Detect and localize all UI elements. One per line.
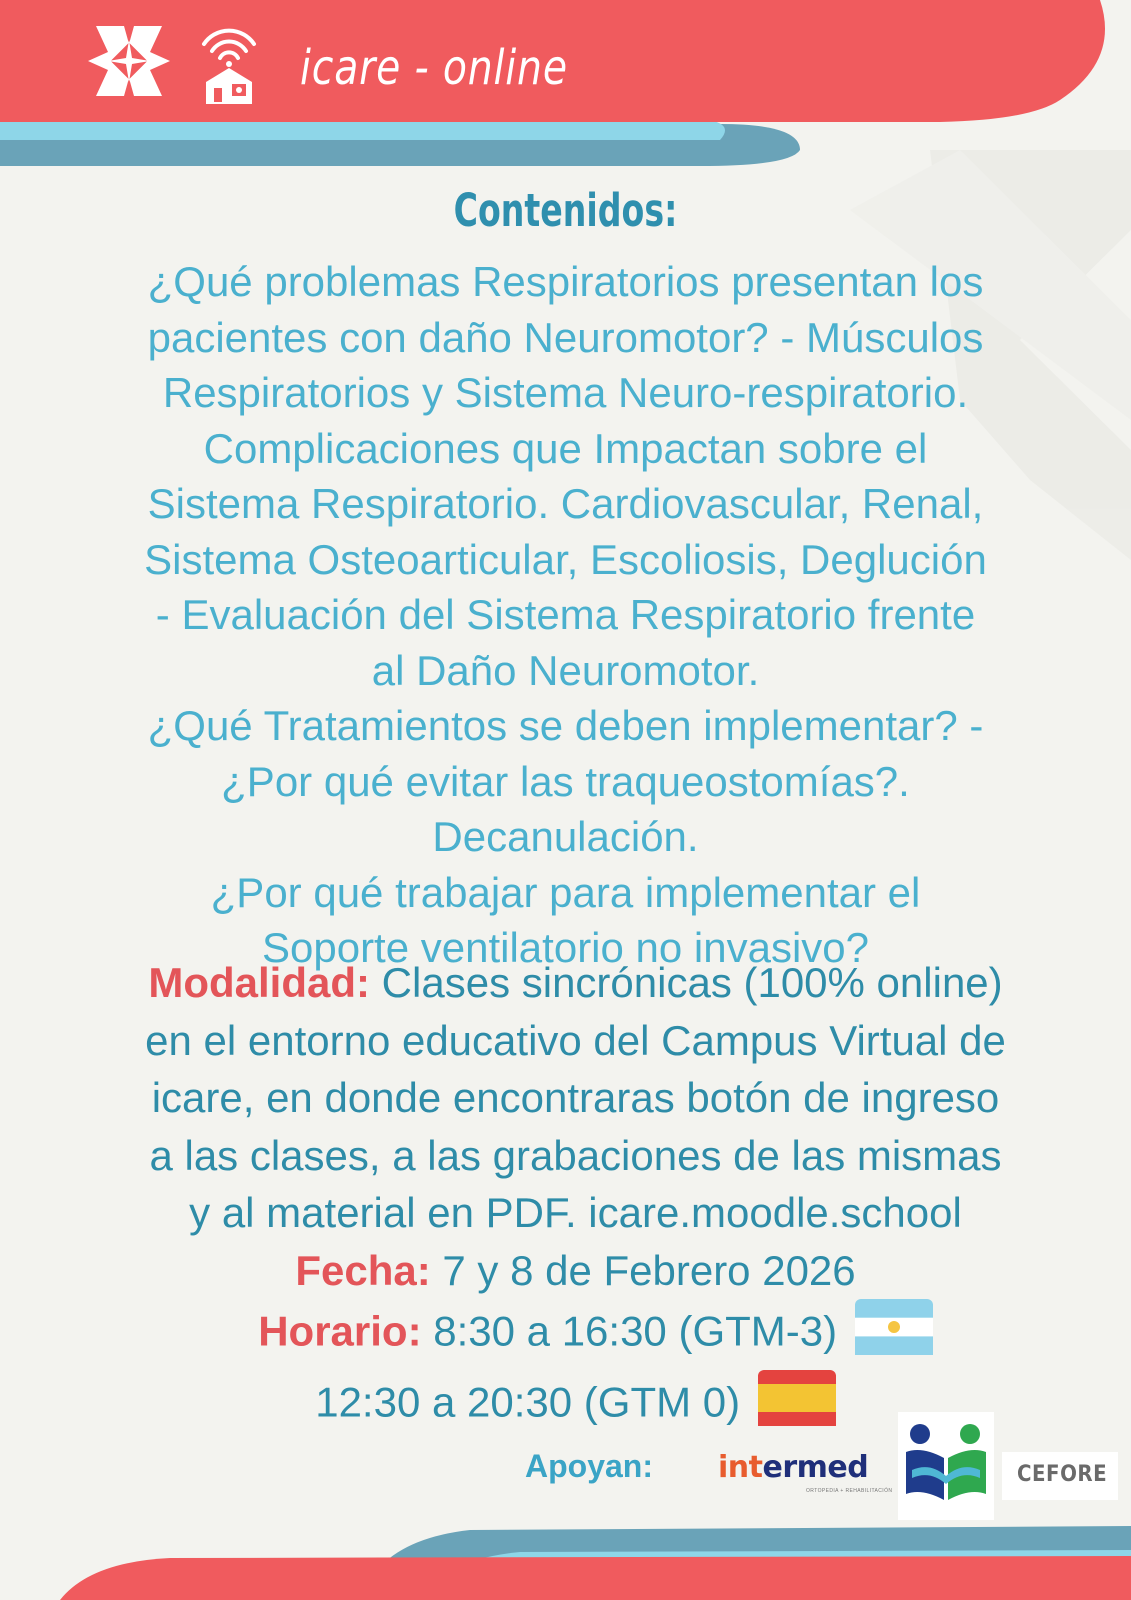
section-title: Contenidos: bbox=[453, 184, 678, 237]
modalidad-text: y al material en PDF. icare.moodle.school bbox=[189, 1189, 962, 1236]
modalidad-label: Modalidad: bbox=[148, 959, 371, 1006]
content-line: Sistema Respiratorio. Cardiovascular, Renal, bbox=[147, 480, 984, 527]
cross-x-logo-icon bbox=[86, 18, 172, 104]
fecha-label: Fecha: bbox=[295, 1246, 431, 1294]
modalidad-text: en el entorno educativo del Campus Virtual de bbox=[145, 1016, 1006, 1064]
content-line: Decanulación. bbox=[432, 813, 699, 860]
content-line: ¿Por qué trabajar para implementar el bbox=[210, 868, 921, 916]
modalidad-text: a las clases, a las grabaciones de las mismas bbox=[149, 1131, 1002, 1179]
content-line: Soporte ventilatorio no invasivo? bbox=[261, 924, 870, 971]
modalidad-line bbox=[40, 954, 1111, 1012]
content-line: ¿Qué problemas Respiratorios presentan los bbox=[147, 258, 984, 305]
content-line: Complicaciones que Impactan sobre el bbox=[203, 424, 928, 472]
horario-line bbox=[40, 1299, 1111, 1370]
horario-value-2: 12:30 a 20:30 (GTM 0) bbox=[315, 1377, 741, 1425]
people-book-logo-icon bbox=[898, 1412, 994, 1520]
modalidad-text: icare, en donde encontraras botón de ingreso bbox=[151, 1074, 1000, 1121]
sponsors-label: Apoyan: bbox=[525, 1448, 653, 1484]
wifi-house-icon bbox=[196, 18, 262, 108]
fecha-value: 7 y 8 de Febrero 2026 bbox=[430, 1246, 856, 1294]
argentina-flag-icon bbox=[855, 1299, 933, 1370]
content-line: al Daño Neuromotor. bbox=[371, 646, 760, 694]
footer-coral-band bbox=[60, 1556, 1131, 1600]
intermed-subtitle: ORTOPEDIA + REHABILITACIÓN bbox=[806, 1488, 893, 1494]
content-line: pacientes con daño Neuromotor? - Músculos bbox=[147, 313, 984, 361]
modalidad-text: Clases sincrónicas (100% online) bbox=[370, 959, 1003, 1006]
spain-flag-icon bbox=[758, 1370, 836, 1441]
horario-value: 8:30 a 16:30 (GTM-3) bbox=[421, 1307, 838, 1355]
content-line: Respiratorios y Sistema Neuro-respiratorio. bbox=[162, 369, 969, 416]
content-line: Sistema Osteoarticular, Escoliosis, Deglución bbox=[144, 535, 987, 583]
intermed-logo bbox=[718, 1450, 868, 1485]
intermed-logo-part1: int bbox=[718, 1450, 763, 1485]
intermed-logo-part2: ermed bbox=[762, 1450, 869, 1485]
cefore-logo-text: CEFORE bbox=[1017, 1462, 1108, 1487]
content-line: ¿Por qué evitar las traqueostomías?. bbox=[221, 757, 910, 805]
content-block bbox=[20, 254, 1111, 976]
content-line: - Evaluación del Sistema Respiratorio frente bbox=[155, 591, 976, 638]
brand-title: icare - online bbox=[300, 40, 568, 96]
fecha-line bbox=[40, 1242, 1111, 1300]
info-block bbox=[40, 954, 1111, 1440]
horario-label: Horario: bbox=[258, 1307, 422, 1355]
content-line: ¿Qué Tratamientos se deben implementar? - bbox=[147, 702, 984, 749]
